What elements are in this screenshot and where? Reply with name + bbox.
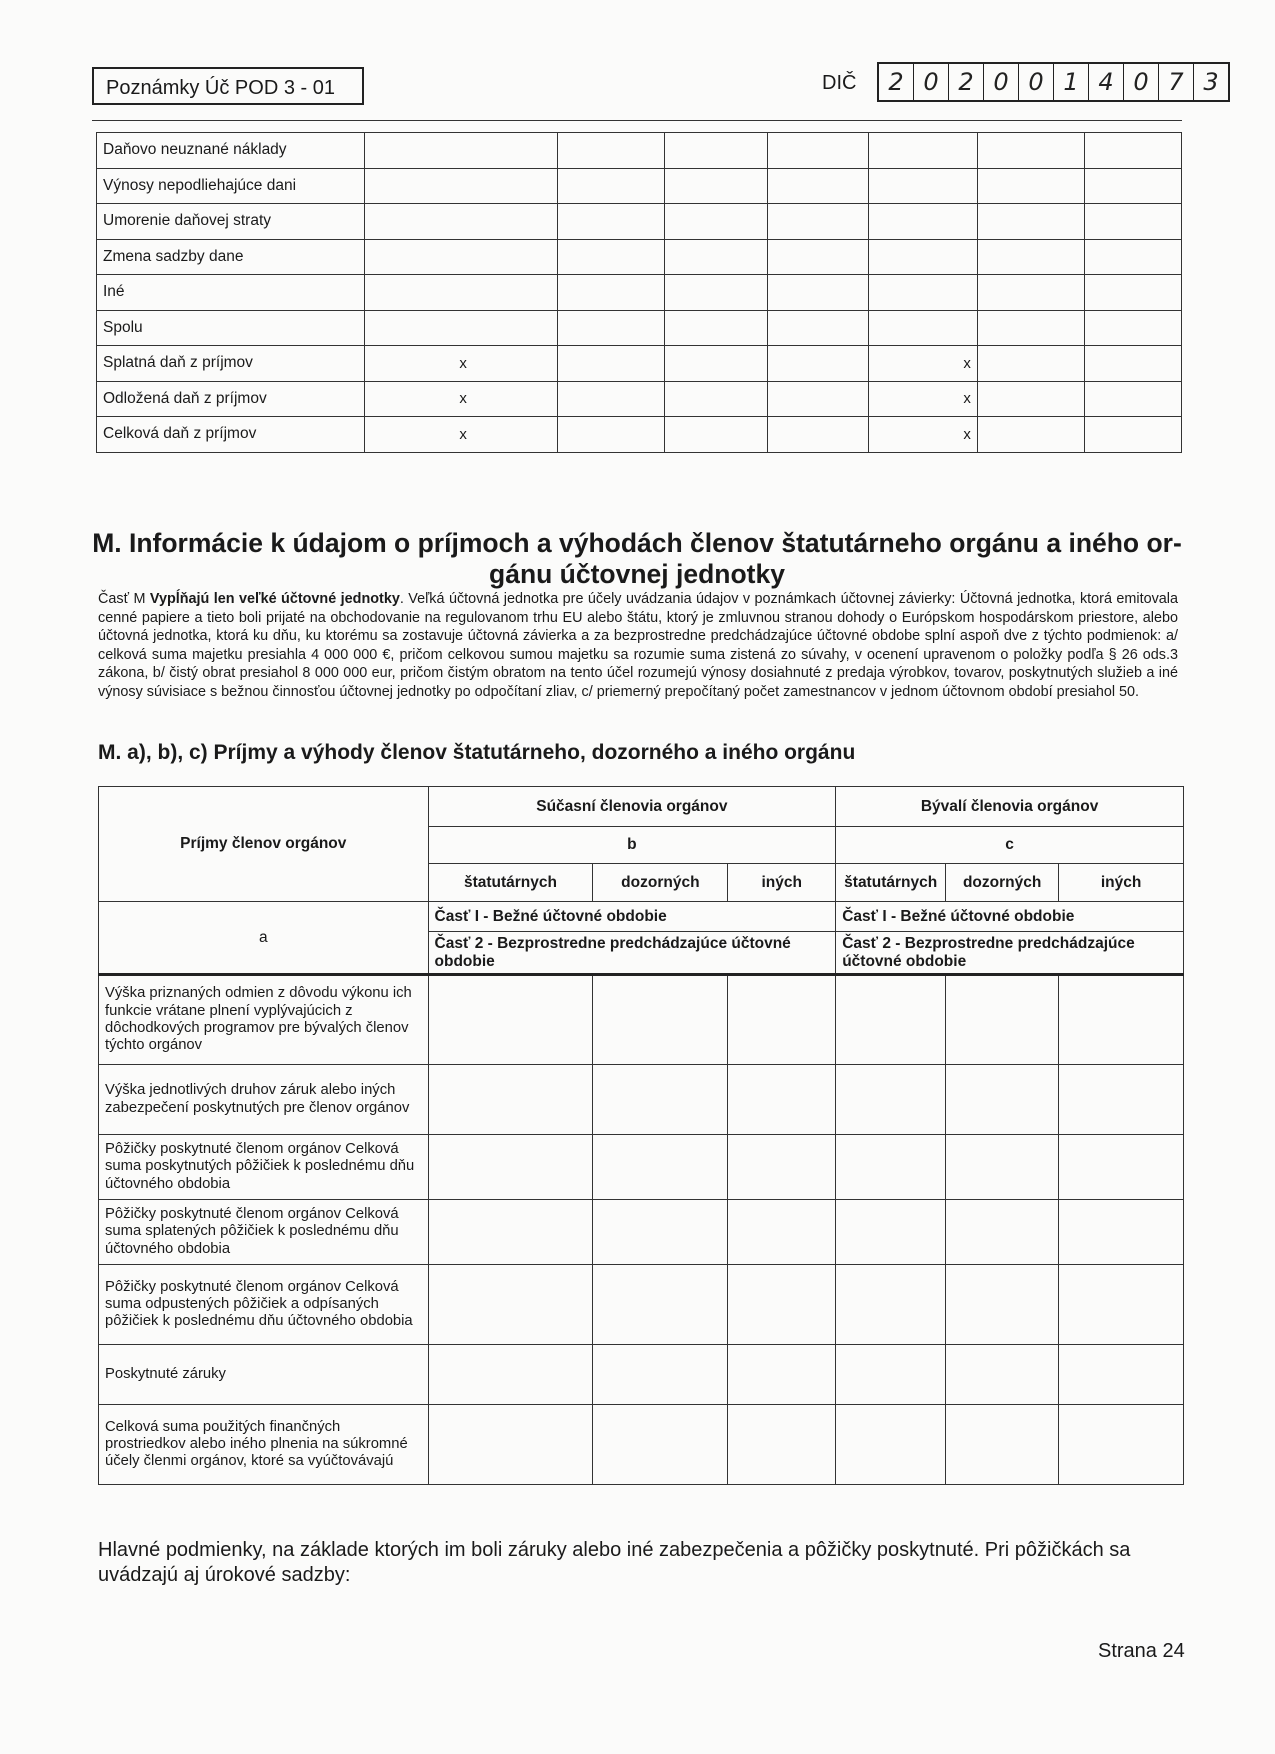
board-income-table: [98, 786, 1184, 1485]
table-cell: [665, 275, 768, 311]
table-cell: [1059, 1065, 1184, 1135]
table-row: [97, 133, 1182, 169]
table-cell: [946, 1135, 1059, 1200]
table-cell: [558, 239, 665, 275]
table-cell: [836, 1405, 946, 1485]
table-cell: [665, 346, 768, 382]
table-cell: [365, 204, 558, 240]
table-cell: [593, 1135, 728, 1200]
table-cell: [665, 133, 768, 169]
row-label: Pôžičky poskytnuté členom orgánov Celková suma poskytnutých pôžičiek k poslednému dňu účtovného obdobia: [99, 1135, 429, 1200]
table-row: [97, 346, 1182, 382]
dic-digit: 4: [1089, 64, 1124, 100]
table-cell: [665, 168, 768, 204]
table-cell: [977, 417, 1084, 453]
row-label: Splatná daň z príjmov: [97, 346, 365, 382]
table-cell: [1084, 204, 1181, 240]
table-cell: [428, 1065, 593, 1135]
corner-label: Príjmy členov orgánov: [99, 787, 429, 902]
table-cell: [977, 204, 1084, 240]
table-cell: x: [869, 417, 978, 453]
dic-digit: 0: [914, 64, 949, 100]
table-cell: [558, 204, 665, 240]
table-cell: [1084, 275, 1181, 311]
table-cell: [946, 975, 1059, 1065]
table-cell: [768, 133, 869, 169]
desc-prefix: Časť M: [98, 591, 150, 607]
table-cell: [869, 204, 978, 240]
table-cell: [977, 168, 1084, 204]
table-cell: [728, 1135, 836, 1200]
table-cell: [558, 133, 665, 169]
col-letter-b: b: [428, 827, 836, 864]
table-cell: [1059, 1265, 1184, 1345]
table-row: [97, 275, 1182, 311]
dic-field: [877, 62, 1230, 102]
sub-col-statutory: štatutárnych: [428, 864, 593, 902]
row-label: Zmena sadzby dane: [97, 239, 365, 275]
table-cell: [593, 1065, 728, 1135]
row-label: Umorenie daňovej straty: [97, 204, 365, 240]
table-cell: [428, 975, 593, 1065]
table-cell: [1059, 975, 1184, 1065]
table-cell: [768, 417, 869, 453]
dic-digit: 1: [1054, 64, 1089, 100]
table-cell: x: [365, 346, 558, 382]
desc-bold: Vypĺňajú len veľké účtovné jednotky: [149, 591, 400, 607]
table-cell: [728, 975, 836, 1065]
table-cell: [728, 1200, 836, 1265]
table-cell: [1084, 346, 1181, 382]
section-description: [98, 590, 1178, 702]
table-cell: [1084, 133, 1181, 169]
table-cell: [977, 310, 1084, 346]
table-cell: [869, 239, 978, 275]
table-cell: [558, 381, 665, 417]
table-cell: [768, 275, 869, 311]
table-cell: [1059, 1345, 1184, 1405]
table-cell: [593, 1405, 728, 1485]
table-row: [97, 381, 1182, 417]
table-cell: [365, 133, 558, 169]
row-label: Spolu: [97, 310, 365, 346]
table-cell: [428, 1200, 593, 1265]
table-cell: [665, 381, 768, 417]
table-cell: [946, 1405, 1059, 1485]
row-label: Celková daň z príjmov: [97, 417, 365, 453]
table-cell: [428, 1345, 593, 1405]
table-cell: [1084, 381, 1181, 417]
table-cell: [946, 1200, 1059, 1265]
dic-digit: 7: [1159, 64, 1194, 100]
table-cell: [836, 1345, 946, 1405]
table-cell: [977, 346, 1084, 382]
table-cell: [869, 310, 978, 346]
table-cell: [593, 1345, 728, 1405]
table-cell: [558, 168, 665, 204]
table-cell: [946, 1265, 1059, 1345]
table-cell: [977, 381, 1084, 417]
subsection-title: M. a), b), c) Príjmy a výhody členov štatutárneho, dozorného a iného orgánu: [98, 741, 856, 764]
dic-digit: 2: [949, 64, 984, 100]
dic-digit: 0: [1124, 64, 1159, 100]
table-row: [97, 204, 1182, 240]
table-cell: [428, 1135, 593, 1200]
table-row: [97, 239, 1182, 275]
table-cell: [1084, 310, 1181, 346]
table-row: [99, 1405, 1184, 1485]
col-a-label: a: [99, 902, 429, 975]
part2-current: Časť 2 - Bezprostredne predchádzajúce účtovné obdobie: [428, 932, 836, 975]
section-title-line: gánu účtovnej jednotky: [489, 559, 785, 589]
table-cell: [558, 310, 665, 346]
table-row: [99, 1345, 1184, 1405]
page-number: Strana 24: [1098, 1640, 1185, 1662]
dic-digit: 2: [879, 64, 914, 100]
col-letter-c: c: [836, 827, 1184, 864]
table-cell: [593, 1200, 728, 1265]
table-cell: [728, 1345, 836, 1405]
dic-digit: 3: [1203, 68, 1219, 96]
dic-digit: 0: [984, 64, 1019, 100]
table-cell: [1084, 239, 1181, 275]
table-row: [99, 1065, 1184, 1135]
row-label: Daňovo neuznané náklady: [97, 133, 365, 169]
dic-label: DIČ: [822, 72, 857, 94]
row-label: Odložená daň z príjmov: [97, 381, 365, 417]
section-title: [92, 528, 1182, 590]
part2-former: Časť 2 - Bezprostredne predchádzajúce účtovné obdobie: [836, 932, 1184, 975]
table-cell: [1084, 168, 1181, 204]
sub-col-statutory: štatutárnych: [836, 864, 946, 902]
table-cell: [728, 1405, 836, 1485]
table-cell: x: [869, 346, 978, 382]
table-cell: [1059, 1405, 1184, 1485]
table-cell: [428, 1405, 593, 1485]
current-members-header: Súčasní členovia orgánov: [428, 787, 836, 827]
table-cell: [365, 168, 558, 204]
table-cell: [836, 975, 946, 1065]
sub-col-supervisory: dozorných: [946, 864, 1059, 902]
table-cell: [365, 310, 558, 346]
part1-current: Časť I - Bežné účtovné obdobie: [428, 902, 836, 932]
sub-col-supervisory: dozorných: [593, 864, 728, 902]
dic-digit: 0: [1019, 64, 1054, 100]
row-label: Výška jednotlivých druhov záruk alebo iných zabezpečení poskytnutých pre členov orgánov: [99, 1065, 429, 1135]
desc-body: . Veľká účtovná jednotka pre účely uvádzania údajov v poznámkach účtovnej závierky: Účtovná jednotka, ktorá emitovala cenné papiere a tieto boli prijaté na obchodovanie na regulovanom trhu EU alebo štátu, ktorý je zmluvnou stranou dohody o Európskom hospodárskom priestore, alebo účtovná jednotka, ktorá ku dňu, ku ktorému sa zostavuje účtovná závierka a za bezprostredne predchádzajúce účtovné obdobe splní aspoň dve z týchto podmienok: a/ celková suma majetku presiahla 4 000 000 €, pričom celkovou sumou majetku sa rozumie suma zistená zo súvahy, v ocenení upravenom o položky podľa § 26 ods.3 zákona, b/ čistý obrat presiahol 8 000 000 eur, pričom čistým obratom na tento účel rozumejú výnosy dosiahnuté z predaja výrobkov, tovarov, poskytnutých služieb a iné výnosy súvisiace s bežnou činnosťou účtovnej jednotky po odpočítaní zliav, c/ priemerný prepočítaný počet zamestnancov v jednom účtovnom období presiahol 50.: [98, 591, 1178, 700]
table-cell: [558, 417, 665, 453]
row-label: Poskytnuté záruky: [99, 1345, 429, 1405]
divider: [92, 120, 1182, 121]
table-cell: [768, 204, 869, 240]
table-cell: [1084, 417, 1181, 453]
row-label: Výnosy nepodliehajúce dani: [97, 168, 365, 204]
table-cell: [836, 1065, 946, 1135]
table-cell: [768, 310, 869, 346]
table-cell: [728, 1265, 836, 1345]
table-cell: [365, 275, 558, 311]
table-cell: [593, 975, 728, 1065]
table-cell: [946, 1065, 1059, 1135]
table-row: [97, 168, 1182, 204]
table-cell: [558, 275, 665, 311]
table-cell: x: [869, 381, 978, 417]
table-cell: [768, 346, 869, 382]
table-row: [99, 1200, 1184, 1265]
table-row: [99, 1265, 1184, 1345]
table-cell: x: [365, 417, 558, 453]
row-label: Pôžičky poskytnuté členom orgánov Celková suma odpustených pôžičiek a odpísaných pôžičiek k poslednému dňu účtovného obdobia: [99, 1265, 429, 1345]
table-row: [97, 417, 1182, 453]
table-cell: [1059, 1135, 1184, 1200]
table-cell: [665, 310, 768, 346]
table-cell: [768, 168, 869, 204]
table-cell: [365, 239, 558, 275]
table-cell: [428, 1265, 593, 1345]
table-row: [97, 310, 1182, 346]
table-cell: [869, 168, 978, 204]
table-cell: [869, 275, 978, 311]
table-row: [99, 1135, 1184, 1200]
part1-former: Časť I - Bežné účtovné obdobie: [836, 902, 1184, 932]
table-cell: [558, 346, 665, 382]
table-cell: [768, 381, 869, 417]
table-cell: [836, 1200, 946, 1265]
table-cell: [665, 417, 768, 453]
table-cell: [836, 1265, 946, 1345]
table-cell: [768, 239, 869, 275]
table-cell: [977, 239, 1084, 275]
row-label: Pôžičky poskytnuté členom orgánov Celková suma splatených pôžičiek k poslednému dňu účtovného obdobia: [99, 1200, 429, 1265]
table-row: [99, 975, 1184, 1065]
section-title-line: M. Informácie k údajom o príjmoch a výhodách členov štatutárneho orgánu a iného or-: [92, 528, 1182, 558]
table-cell: [665, 204, 768, 240]
table-cell: x: [365, 381, 558, 417]
table-cell: [1059, 1200, 1184, 1265]
table-cell: [977, 133, 1084, 169]
table-cell: [665, 239, 768, 275]
row-label: Výška priznaných odmien z dôvodu výkonu ich funkcie vrátane plnení vyplývajúcich z dôchodkových programov pre bývalých členov týchto orgánov: [99, 975, 429, 1065]
sub-col-other: iných: [728, 864, 836, 902]
row-label: Celková suma použitých finančných prostriedkov alebo iného plnenia na súkromné účely členmi orgánov, ktoré sa vyúčtovávajú: [99, 1405, 429, 1485]
footnote: Hlavné podmienky, na základe ktorých im boli záruky alebo iné zabezpečenia a pôžičky poskytnuté. Pri pôžičkách sa uvádzajú aj úrokové sadzby:: [98, 1539, 1131, 1586]
table-cell: [946, 1345, 1059, 1405]
table-cell: [593, 1265, 728, 1345]
table-cell: [836, 1135, 946, 1200]
table-cell: [869, 133, 978, 169]
sub-col-other: iných: [1059, 864, 1184, 902]
table-cell: [977, 275, 1084, 311]
former-members-header: Bývalí členovia orgánov: [836, 787, 1184, 827]
table-cell: [728, 1065, 836, 1135]
tax-reconciliation-table: [96, 132, 1182, 453]
row-label: Iné: [97, 275, 365, 311]
form-label: Poznámky Úč POD 3 - 01: [92, 67, 364, 105]
